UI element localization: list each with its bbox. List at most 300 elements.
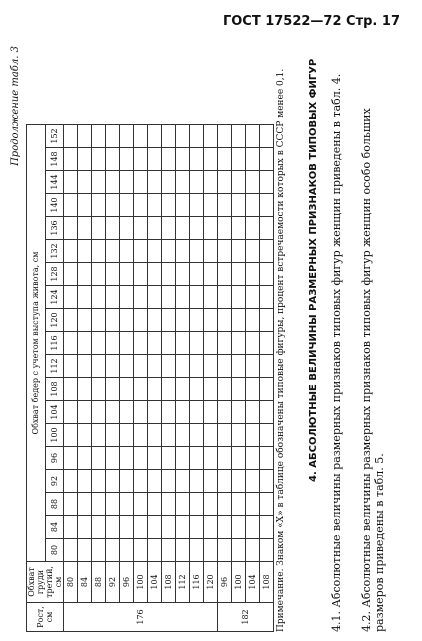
value-cell [162,378,176,401]
value-cell [260,125,274,148]
hip-header-152: 152 [45,125,64,148]
value-cell [134,148,148,171]
value-cell [148,263,162,286]
value-cell [134,332,148,355]
value-cell [148,148,162,171]
value-cell [120,240,134,263]
value-cell [176,263,190,286]
value-cell [106,355,120,378]
value-cell [78,217,92,240]
section-title: 4. АБСОЛЮТНЫЕ ВЕЛИЧИНЫ РАЗМЕРНЫХ ПРИЗНАКОВ ТИПОВЫХ ФИГУР [308,58,319,482]
value-cell [64,332,78,355]
value-cell [190,125,204,148]
value-cell [78,332,92,355]
chest-cell: 84 [78,562,92,603]
value-cell [64,263,78,286]
value-cell [106,148,120,171]
value-cell [190,470,204,493]
value-cell [190,355,204,378]
table-row [120,125,134,632]
value-cell [148,125,162,148]
chest-cell: 104 [148,562,162,603]
chest-cell: 108 [162,562,176,603]
table-row [232,125,246,632]
value-cell [260,355,274,378]
value-cell [218,516,232,539]
value-cell [204,516,218,539]
value-cell [232,401,246,424]
value-cell [246,378,260,401]
value-cell [190,148,204,171]
value-cell [232,332,246,355]
value-cell [176,309,190,332]
chest-cell: 96 [218,562,232,603]
value-cell [162,447,176,470]
value-cell [246,539,260,562]
hip-header-108: 108 [45,378,64,401]
value-cell [218,309,232,332]
value-cell [218,217,232,240]
value-cell [120,493,134,516]
chest-cell: 96 [120,562,134,603]
value-cell [78,194,92,217]
value-cell [162,355,176,378]
value-cell [232,470,246,493]
value-cell [148,194,162,217]
hip-header-88: 88 [45,493,64,516]
value-cell [246,309,260,332]
value-cell [218,424,232,447]
value-cell [218,171,232,194]
value-cell [246,148,260,171]
hip-header-144: 144 [45,171,64,194]
value-cell [134,447,148,470]
value-cell [106,286,120,309]
value-cell [246,332,260,355]
value-cell [162,263,176,286]
value-cell [246,470,260,493]
value-cell [106,447,120,470]
value-cell [190,263,204,286]
value-cell [148,309,162,332]
value-cell [232,424,246,447]
value-cell [260,539,274,562]
value-cell [246,240,260,263]
value-cell [120,355,134,378]
table-row [148,125,162,632]
value-cell [176,424,190,447]
value-cell [232,539,246,562]
value-cell [120,309,134,332]
value-cell [134,194,148,217]
continuation-label: Продолжение табл. 3 [10,46,21,166]
value-cell [106,171,120,194]
value-cell [148,378,162,401]
value-cell [232,516,246,539]
value-cell [64,493,78,516]
value-cell [92,355,106,378]
value-cell [162,125,176,148]
paragraph-4-1: 4.1. Абсолютные величины размерных признаков типовых фигур женщин приведены в табл. 4. [330,73,343,632]
value-cell [78,171,92,194]
value-cell [204,470,218,493]
value-cell [64,539,78,562]
value-cell [92,401,106,424]
value-cell [78,240,92,263]
value-cell [92,263,106,286]
value-cell [232,194,246,217]
value-cell [106,470,120,493]
value-cell [106,539,120,562]
value-cell [260,447,274,470]
value-cell [232,447,246,470]
value-cell [176,516,190,539]
value-cell [78,401,92,424]
table-row [162,125,176,632]
value-cell [190,378,204,401]
value-cell [106,493,120,516]
value-cell [162,332,176,355]
value-cell [260,378,274,401]
value-cell [148,332,162,355]
value-cell [176,240,190,263]
chest-cell: 80 [64,562,78,603]
value-cell [232,240,246,263]
value-cell [218,493,232,516]
value-cell [246,424,260,447]
value-cell [232,217,246,240]
chest-cell: 92 [106,562,120,603]
value-cell [246,194,260,217]
value-cell [92,309,106,332]
value-cell [106,424,120,447]
value-cell [260,424,274,447]
value-cell [176,332,190,355]
value-cell [106,263,120,286]
value-cell [64,516,78,539]
value-cell [232,263,246,286]
value-cell [246,355,260,378]
value-cell [134,378,148,401]
value-cell [78,447,92,470]
value-cell [134,286,148,309]
value-cell [218,355,232,378]
value-cell [148,470,162,493]
value-cell [64,309,78,332]
value-cell [162,217,176,240]
value-cell [92,217,106,240]
hip-header-80: 80 [45,539,64,562]
value-cell [106,217,120,240]
hip-header-148: 148 [45,148,64,171]
value-cell [92,539,106,562]
table-note: Примечание. Знаком «X» в таблице обозначены типовые фигуры, процент встречаемости которых в СССР менее 0,1. [276,68,286,632]
value-cell [78,539,92,562]
value-cell [204,493,218,516]
value-cell [176,148,190,171]
table-row [64,125,78,632]
chest-cell: 108 [260,562,274,603]
value-cell [162,148,176,171]
value-cell [176,401,190,424]
value-cell [106,309,120,332]
value-cell [92,194,106,217]
value-cell [260,194,274,217]
value-cell [218,447,232,470]
value-cell [260,493,274,516]
table-row [134,125,148,632]
value-cell [218,194,232,217]
value-cell [134,217,148,240]
value-cell [204,148,218,171]
value-cell [134,470,148,493]
value-cell [232,171,246,194]
value-cell [106,194,120,217]
value-cell [218,125,232,148]
table-row [92,125,106,632]
value-cell [162,539,176,562]
value-cell [190,516,204,539]
value-cell [148,355,162,378]
value-cell [134,125,148,148]
value-cell [232,493,246,516]
value-cell [134,309,148,332]
value-cell [148,447,162,470]
page-header: ГОСТ 17522—72 Стр. 17 [222,14,400,29]
value-cell [246,516,260,539]
col-height-header: Рост, см [27,603,64,632]
value-cell [134,263,148,286]
value-cell [176,470,190,493]
value-cell [78,378,92,401]
value-cell [78,516,92,539]
value-cell [204,286,218,309]
value-cell [218,470,232,493]
value-cell [246,286,260,309]
value-cell [204,194,218,217]
value-cell [190,217,204,240]
hip-header-128: 128 [45,263,64,286]
value-cell [190,424,204,447]
hip-header-100: 100 [45,424,64,447]
value-cell [190,539,204,562]
value-cell [120,332,134,355]
value-cell [148,493,162,516]
value-cell [176,286,190,309]
value-cell [148,171,162,194]
value-cell [106,401,120,424]
value-cell [148,286,162,309]
value-cell [92,332,106,355]
value-cell [190,240,204,263]
value-cell [190,194,204,217]
value-cell [176,125,190,148]
value-cell [92,286,106,309]
table-row [106,125,120,632]
value-cell [78,424,92,447]
value-cell [218,286,232,309]
value-cell [162,194,176,217]
value-cell [92,516,106,539]
value-cell [78,309,92,332]
value-cell [232,125,246,148]
value-cell [232,286,246,309]
value-cell [134,424,148,447]
value-cell [246,447,260,470]
value-cell [190,286,204,309]
table-row [218,125,232,632]
value-cell [176,493,190,516]
value-cell [176,355,190,378]
value-cell [190,493,204,516]
value-cell [120,148,134,171]
value-cell [64,401,78,424]
rotated-content [0,32,422,641]
value-cell [232,309,246,332]
hip-header-140: 140 [45,194,64,217]
value-cell [204,355,218,378]
chest-cell: 100 [134,562,148,603]
table-row [190,125,204,632]
value-cell [64,194,78,217]
value-cell [218,332,232,355]
value-cell [260,332,274,355]
value-cell [92,493,106,516]
value-cell [134,516,148,539]
hip-header-124: 124 [45,286,64,309]
value-cell [260,240,274,263]
hip-header-116: 116 [45,332,64,355]
value-cell [64,171,78,194]
value-cell [92,378,106,401]
value-cell [120,516,134,539]
value-cell [204,539,218,562]
value-cell [92,171,106,194]
value-cell [162,401,176,424]
table-row [176,125,190,632]
value-cell [134,171,148,194]
chest-cell: 116 [190,562,204,603]
value-cell [120,263,134,286]
value-cell [162,286,176,309]
hip-header-112: 112 [45,355,64,378]
hip-header-136: 136 [45,217,64,240]
value-cell [134,240,148,263]
value-cell [78,148,92,171]
hip-header-132: 132 [45,240,64,263]
hip-header-84: 84 [45,516,64,539]
value-cell [260,309,274,332]
value-cell [176,447,190,470]
table-row [204,125,218,632]
value-cell [246,401,260,424]
value-cell [106,332,120,355]
value-cell [246,125,260,148]
value-cell [204,171,218,194]
value-cell [204,378,218,401]
value-cell [64,424,78,447]
col-hip-header: Обхват бедер с учетом выступа живота, см [27,125,46,562]
hip-header-104: 104 [45,401,64,424]
table-row [260,125,274,632]
value-cell [106,516,120,539]
hip-header-96: 96 [45,447,64,470]
value-cell [120,447,134,470]
value-cell [78,286,92,309]
value-cell [232,355,246,378]
value-cell [204,401,218,424]
height-cell: 182 [218,603,274,632]
value-cell [92,447,106,470]
value-cell [162,493,176,516]
value-cell [92,470,106,493]
value-cell [92,424,106,447]
value-cell [218,148,232,171]
value-cell [204,125,218,148]
value-cell [162,171,176,194]
value-cell [64,378,78,401]
value-cell [246,217,260,240]
col-chest-header: Обхват груди третий, см [27,562,64,603]
hip-header-120: 120 [45,309,64,332]
table-row [78,125,92,632]
chest-cell: 100 [232,562,246,603]
value-cell [260,148,274,171]
value-cell [232,148,246,171]
value-cell [148,217,162,240]
value-cell [204,309,218,332]
chest-cell: 88 [92,562,106,603]
value-cell [92,240,106,263]
value-cell [176,217,190,240]
value-cell [148,516,162,539]
value-cell [106,378,120,401]
value-cell [92,125,106,148]
value-cell [64,470,78,493]
value-cell [134,539,148,562]
value-cell [190,401,204,424]
value-cell [78,355,92,378]
value-cell [120,217,134,240]
value-cell [106,125,120,148]
value-cell [204,263,218,286]
value-cell [162,240,176,263]
value-cell [120,424,134,447]
value-cell [148,539,162,562]
value-cell [260,470,274,493]
value-cell [204,332,218,355]
value-cell [134,401,148,424]
value-cell [176,378,190,401]
value-cell [64,355,78,378]
value-cell [162,309,176,332]
value-cell [176,194,190,217]
value-cell [120,378,134,401]
value-cell [232,378,246,401]
value-cell [64,286,78,309]
value-cell [78,493,92,516]
value-cell [204,424,218,447]
value-cell [120,194,134,217]
value-cell [78,470,92,493]
height-cell: 176 [64,603,218,632]
value-cell [176,539,190,562]
value-cell [120,171,134,194]
value-cell [246,493,260,516]
value-cell [190,447,204,470]
value-cell [190,332,204,355]
value-cell [148,424,162,447]
